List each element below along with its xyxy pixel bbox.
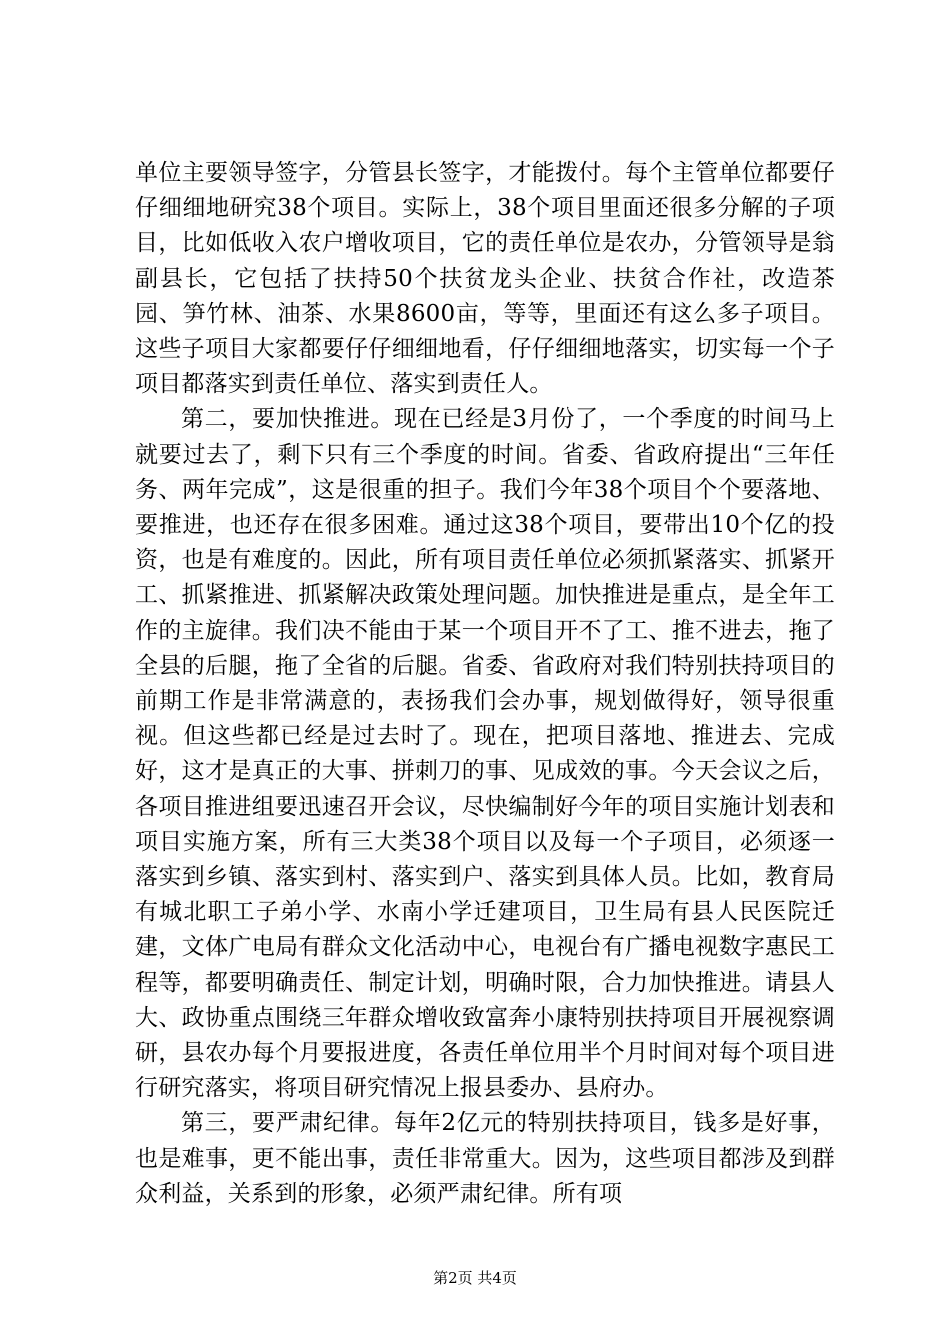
page-number-label: 第2页 共4页	[433, 1269, 517, 1287]
paragraph-2: 第二，要加快推进。现在已经是3月份了，一个季度的时间马上就要过去了，剩下只有三个季度的时间。省委、省政府提出“三年任务、两年完成”，这是很重的担子。我们今年38个项目个个要落地、要推进，也还存在很多困难。通过这38个项目，要带出10个亿的投资，也是有难度的。因此，所有项目责任单位必须抓紧落实、抓紧开工、抓紧推进、抓紧解决政策处理问题。加快推进是重点，是全年工作的主旋律。我们决不能由于某一个项目开不了工、推不进去，拖了全县的后腿，拖了全省的后腿。省委、省政府对我们特别扶持项目的前期工作是非常满意的，表扬我们会办事，规划做得好，领导很重视。但这些都已经是过去时了。现在，把项目落地、推进去、完成好，这才是真正的大事、拼刺刀的事、见成效的事。今天会议之后，各项目推进组要迅速召开会议，尽快编制好今年的项目实施计划表和项目实施方案，所有三大类38个项目以及每一个子项目，必须逐一落实到乡镇、落实到村、落实到户、落实到具体人员。比如，教育局有城北职工子弟小学、水南小学迁建项目，卫生局有县人民医院迁建，文体广电局有群众文化活动中心，电视台有广播电视数字惠民工程等，都要明确责任、制定计划，明确时限，合力加快推进。请县人大、政协重点围绕三年群众增收致富奔小康特别扶持项目开展视察调研，县农办每个月要报进度，各责任单位用半个月时间对每个项目进行研究落实，将项目研究情况上报县委办、县府办。	[135, 406, 835, 1102]
paragraph-3: 第三，要严肃纪律。每年2亿元的特别扶持项目，钱多是好事，也是难事，更不能出事，责任非常重大。因为，这些项目都涉及到群众利益，关系到的形象，必须严肃纪律。所有项	[135, 1110, 835, 1207]
document-body	[135, 156, 835, 1212]
page-footer	[0, 1268, 950, 1288]
paragraph-1: 单位主要领导签字，分管县长签字，才能拨付。每个主管单位都要仔仔细细地研究38个项目。实际上，38个项目里面还很多分解的子项目，比如低收入农户增收项目，它的责任单位是农办，分管领导是翁副县长，它包括了扶持50个扶贫龙头企业、扶贫合作社，改造茶园、笋竹林、油茶、水果8600亩，等等，里面还有这么多子项目。这些子项目大家都要仔仔细细地看，仔仔细细地落实，切实每一个子项目都落实到责任单位、落实到责任人。	[135, 160, 835, 398]
